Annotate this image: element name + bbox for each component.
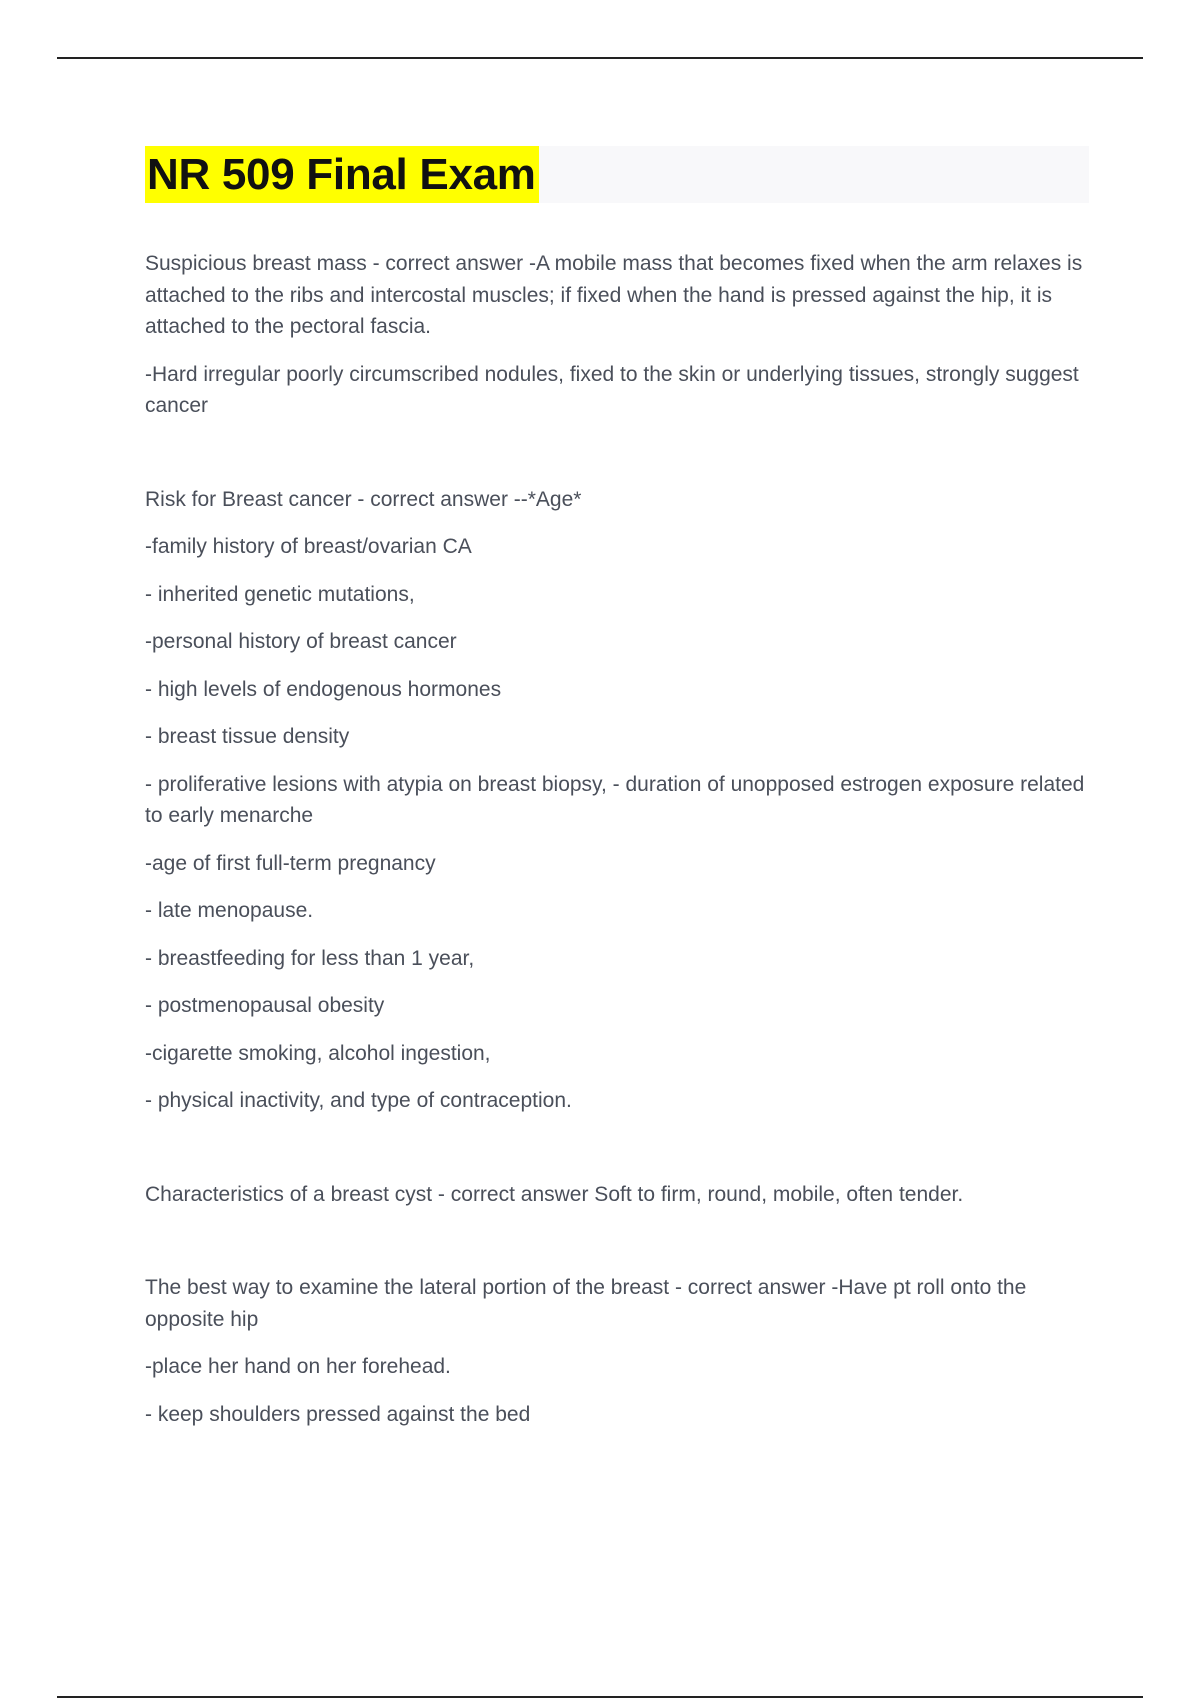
list-item: - physical inactivity, and type of contraception. [145, 1089, 572, 1112]
list-item: - late menopause. [145, 899, 314, 922]
paragraph: The best way to examine the lateral portion of the breast - correct answer -Have pt roll onto the opposite hip [145, 1276, 1027, 1331]
title-bar [145, 146, 1089, 203]
list-item: - high levels of endogenous hormones [145, 677, 502, 701]
footer-rule [57, 1696, 1143, 1698]
list-item: - breastfeeding for less than 1 year, [145, 946, 475, 970]
paragraph: Suspicious breast mass - correct answer -A mobile mass that becomes fixed when the arm relaxes is attached to the ribs and intercostal muscles; if fixed when the hand is pressed against the hip, it is attached to the pectoral fascia. [145, 252, 1083, 338]
list-item: - postmenopausal obesity [145, 994, 385, 1017]
paragraph: Characteristics of a breast cyst - correct answer Soft to firm, round, mobile, often tender. [145, 1182, 964, 1206]
list-item: -family history of breast/ovarian CA [145, 535, 472, 558]
section-gap [145, 1226, 1089, 1272]
section-suspicious-breast-mass [145, 248, 1089, 422]
list-item: - proliferative lesions with atypia on breast biopsy, - duration of unopposed estrogen exposure related to early menarche [145, 772, 1085, 827]
list-item: - breast tissue density [145, 725, 350, 748]
section-gap [145, 1133, 1089, 1179]
section-gap [145, 438, 1089, 484]
list-item: - inherited genetic mutations, [145, 582, 415, 606]
paragraph: -Hard irregular poorly circumscribed nodules, fixed to the skin or underlying tissues, strongly suggest cancer [145, 362, 1079, 417]
section-lateral-breast-exam [145, 1272, 1089, 1430]
section-breast-cancer-risk [145, 484, 1089, 1117]
header-rule [57, 57, 1143, 59]
paragraph: Risk for Breast cancer - correct answer --*Age* [145, 487, 582, 511]
section-breast-cyst [145, 1179, 1089, 1211]
list-item: -personal history of breast cancer [145, 630, 457, 653]
list-item: -place her hand on her forehead. [145, 1355, 451, 1378]
document-text [145, 248, 1089, 1430]
document-body [145, 146, 1089, 1446]
list-item: -cigarette smoking, alcohol ingestion, [145, 1041, 491, 1065]
list-item: - keep shoulders pressed against the bed [145, 1402, 531, 1426]
list-item: -age of first full-term pregnancy [145, 851, 436, 875]
document-title: NR 509 Final Exam [145, 146, 539, 203]
